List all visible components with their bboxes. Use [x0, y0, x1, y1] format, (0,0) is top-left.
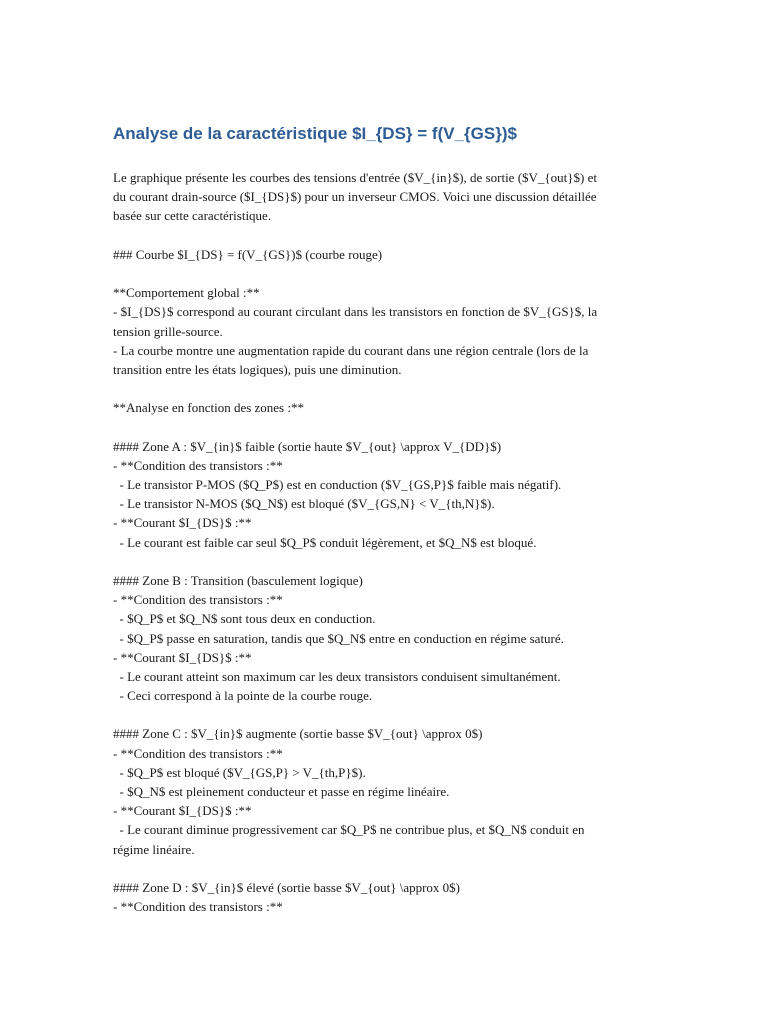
text-line: - Le courant atteint son maximum car les deux transistors conduisent simultanément. — [113, 668, 561, 684]
text-line: ### Courbe $I_{DS} = f(V_{GS})$ (courbe rouge) — [113, 246, 383, 262]
text-line: - Le transistor P-MOS ($Q_P$) est en conduction ($V_{GS,P}$ faible mais négatif). — [113, 477, 562, 492]
blank-line — [113, 705, 673, 724]
text-line: régime linéaire. — [113, 841, 195, 857]
document-body — [113, 168, 673, 916]
text-line: #### Zone B : Transition (basculement logique) — [113, 572, 363, 588]
text-line: du courant drain-source ($I_{DS}$) pour un inverseur CMOS. Voici une discussion détaillée — [113, 189, 597, 205]
blank-line — [113, 859, 673, 878]
blank-line — [113, 264, 673, 283]
text-line: #### Zone D : $V_{in}$ élevé (sortie basse $V_{out} \approx 0$) — [113, 879, 461, 895]
text-line: transition entre les états logiques), puis une diminution. — [113, 361, 402, 377]
text-line: **Analyse en fonction des zones :** — [113, 400, 304, 416]
text-line: - La courbe montre une augmentation rapide du courant dans une région centrale (lors de la — [113, 342, 589, 358]
blank-line — [113, 226, 673, 245]
text-line: - $I_{DS}$ correspond au courant circulant dans les transistors en fonction de $V_{GS}$, la — [113, 304, 598, 320]
text-line: basée sur cette caractéristique. — [113, 208, 272, 224]
text-line: Le graphique présente les courbes des tensions d'entrée ($V_{in}$), de sortie ($V_{out}$) et — [113, 170, 597, 185]
blank-line — [113, 552, 673, 571]
text-line: - Le courant diminue progressivement car $Q_P$ ne contribue plus, et $Q_N$ conduit en — [113, 822, 585, 838]
text-line: - **Courant $I_{DS}$ :** — [113, 515, 252, 531]
text-line: #### Zone C : $V_{in}$ augmente (sortie basse $V_{out} \approx 0$) — [113, 726, 483, 742]
text-line: tension grille-source. — [113, 323, 223, 339]
text-line: - $Q_P$ passe en saturation, tandis que $Q_N$ entre en conduction en régime saturé. — [113, 630, 564, 646]
text-line: - **Condition des transistors :** — [113, 592, 283, 608]
text-line: - Le courant est faible car seul $Q_P$ conduit légèrement, et $Q_N$ est bloqué. — [113, 534, 537, 550]
blank-line — [113, 417, 673, 436]
text-line: - $Q_P$ et $Q_N$ sont tous deux en conduction. — [113, 611, 376, 627]
text-line: - **Courant $I_{DS}$ :** — [113, 649, 252, 665]
text-line: - **Condition des transistors :** — [113, 745, 283, 761]
text-line: - **Condition des transistors :** — [113, 899, 283, 915]
text-line: - $Q_N$ est pleinement conducteur et passe en régime linéaire. — [113, 784, 450, 799]
text-line: #### Zone A : $V_{in}$ faible (sortie haute $V_{out} \approx V_{DD}$) — [113, 438, 502, 454]
text-line: - **Courant $I_{DS}$ :** — [113, 803, 252, 819]
blank-line — [113, 379, 673, 398]
text-line: - Le transistor N-MOS ($Q_N$) est bloqué ($V_{GS,N} < V_{th,N}$). — [113, 496, 495, 512]
text-line: - **Condition des transistors :** — [113, 457, 283, 473]
text-line: - $Q_P$ est bloqué ($V_{GS,P} > V_{th,P}$). — [113, 764, 366, 780]
text-line: - Ceci correspond à la pointe de la courbe rouge. — [113, 688, 373, 704]
text-line: **Comportement global :** — [113, 285, 260, 301]
document-title: Analyse de la caractéristique $I_{DS} = f(V_{GS})$ — [113, 124, 517, 143]
